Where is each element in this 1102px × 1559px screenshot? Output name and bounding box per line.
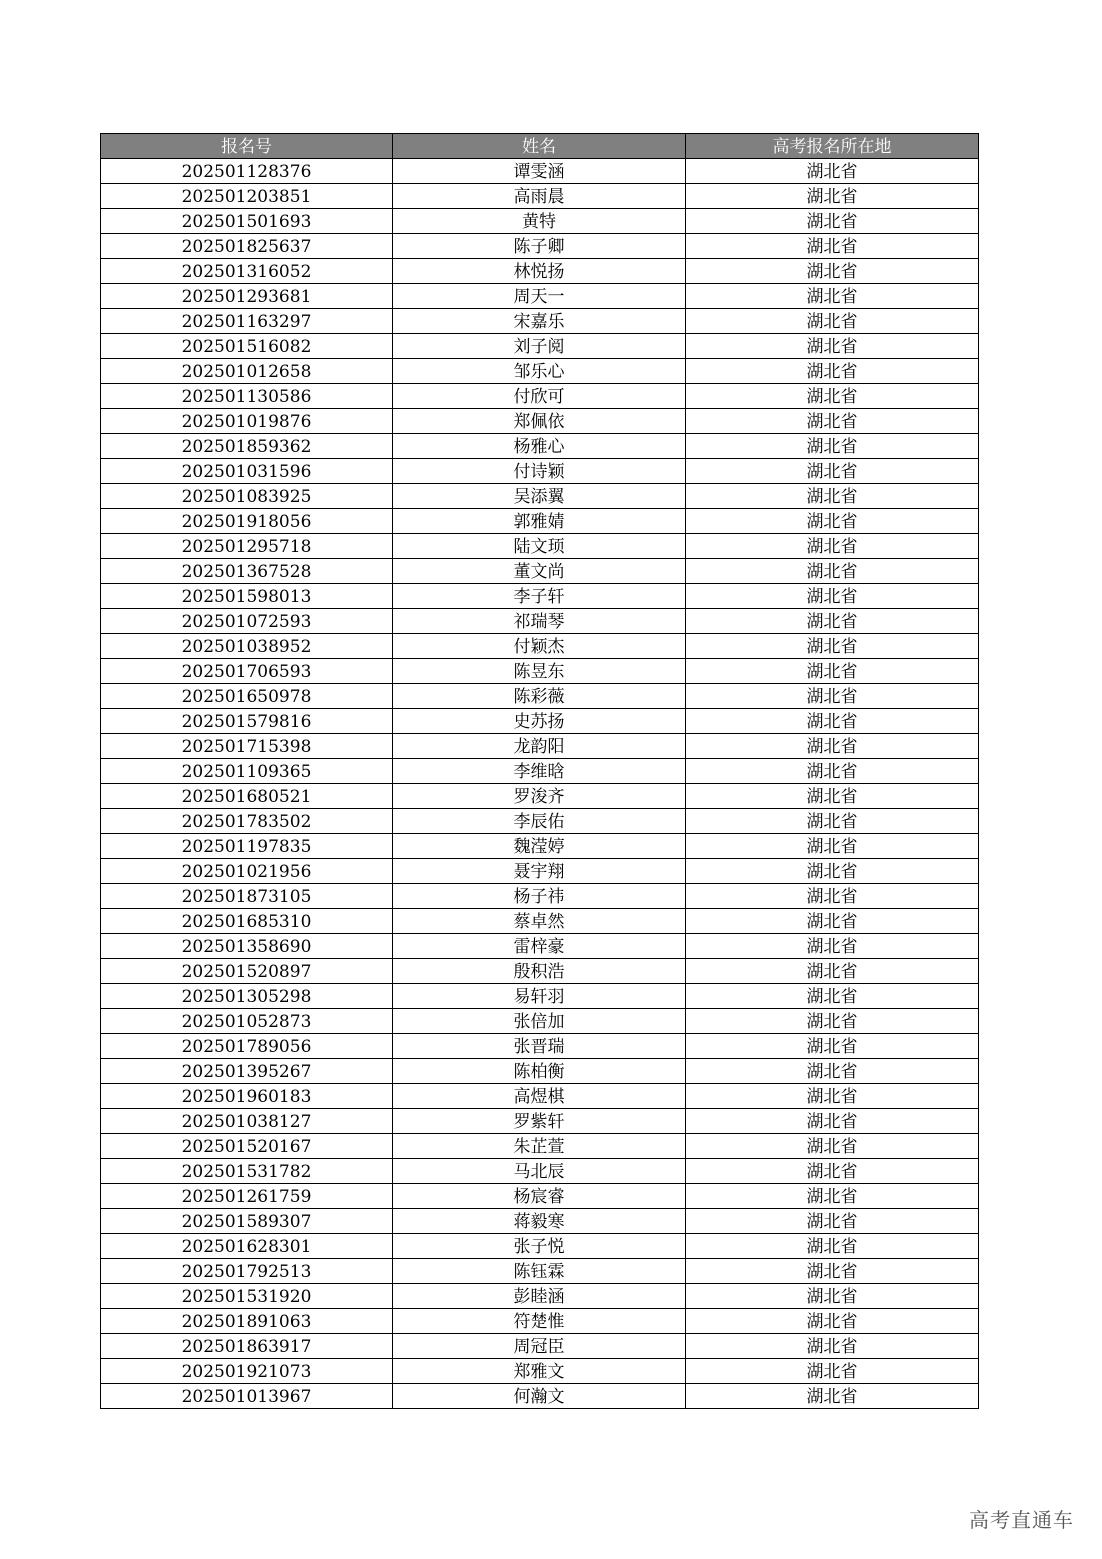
name-cell: 易轩羽 [393, 984, 686, 1009]
table-row [101, 434, 979, 459]
name-cell: 何瀚文 [393, 1384, 686, 1409]
name-cell: 付诗颖 [393, 459, 686, 484]
registration-number-cell: 202501863917 [101, 1334, 393, 1359]
name-cell: 龙韵阳 [393, 734, 686, 759]
name-cell: 陈钰霖 [393, 1259, 686, 1284]
table-row [101, 659, 979, 684]
table-row [101, 859, 979, 884]
province-cell: 湖北省 [686, 1384, 979, 1409]
registration-number-cell: 202501316052 [101, 259, 393, 284]
registration-number-cell: 202501685310 [101, 909, 393, 934]
province-cell: 湖北省 [686, 1184, 979, 1209]
registration-number-cell: 202501921073 [101, 1359, 393, 1384]
province-cell: 湖北省 [686, 384, 979, 409]
province-cell: 湖北省 [686, 809, 979, 834]
registration-number-cell: 202501706593 [101, 659, 393, 684]
name-cell: 付欣可 [393, 384, 686, 409]
registration-number-cell: 202501859362 [101, 434, 393, 459]
name-cell: 朱芷萱 [393, 1134, 686, 1159]
table-row [101, 534, 979, 559]
registration-number-cell: 202501531782 [101, 1159, 393, 1184]
registration-number-cell: 202501520167 [101, 1134, 393, 1159]
province-cell: 湖北省 [686, 259, 979, 284]
table-row [101, 1359, 979, 1384]
province-cell: 湖北省 [686, 309, 979, 334]
name-cell: 吴添翼 [393, 484, 686, 509]
province-cell: 湖北省 [686, 559, 979, 584]
name-cell: 杨子祎 [393, 884, 686, 909]
column-header-registration-number: 报名号 [101, 134, 393, 159]
name-cell: 付颖杰 [393, 634, 686, 659]
table-row [101, 409, 979, 434]
province-cell: 湖北省 [686, 534, 979, 559]
registration-number-cell: 202501715398 [101, 734, 393, 759]
table-row [101, 634, 979, 659]
province-cell: 湖北省 [686, 209, 979, 234]
table-row [101, 209, 979, 234]
table-row [101, 359, 979, 384]
registration-number-cell: 202501261759 [101, 1184, 393, 1209]
province-cell: 湖北省 [686, 159, 979, 184]
name-cell: 雷梓豪 [393, 934, 686, 959]
registration-number-cell: 202501109365 [101, 759, 393, 784]
name-cell: 陈柏衡 [393, 1059, 686, 1084]
name-cell: 杨雅心 [393, 434, 686, 459]
registration-number-cell: 202501038127 [101, 1109, 393, 1134]
registration-number-cell: 202501520897 [101, 959, 393, 984]
name-cell: 罗浚齐 [393, 784, 686, 809]
province-cell: 湖北省 [686, 984, 979, 1009]
name-cell: 李子轩 [393, 584, 686, 609]
registration-number-cell: 202501083925 [101, 484, 393, 509]
table-row [101, 559, 979, 584]
name-cell: 杨宸睿 [393, 1184, 686, 1209]
name-cell: 李维晗 [393, 759, 686, 784]
name-cell: 高雨晨 [393, 184, 686, 209]
table-row [101, 834, 979, 859]
table-row [101, 1059, 979, 1084]
province-cell: 湖北省 [686, 734, 979, 759]
province-cell: 湖北省 [686, 434, 979, 459]
province-cell: 湖北省 [686, 1059, 979, 1084]
name-cell: 陆文顼 [393, 534, 686, 559]
province-cell: 湖北省 [686, 1034, 979, 1059]
table-row [101, 1309, 979, 1334]
province-cell: 湖北省 [686, 709, 979, 734]
registration-number-cell: 202501891063 [101, 1309, 393, 1334]
table-row [101, 1234, 979, 1259]
registration-number-cell: 202501960183 [101, 1084, 393, 1109]
admission-list-table [100, 133, 979, 1409]
registration-number-cell: 202501598013 [101, 584, 393, 609]
name-cell: 罗紫轩 [393, 1109, 686, 1134]
name-cell: 祁瑞琴 [393, 609, 686, 634]
province-cell: 湖北省 [686, 1234, 979, 1259]
province-cell: 湖北省 [686, 509, 979, 534]
registration-number-cell: 202501516082 [101, 334, 393, 359]
name-cell: 林悦扬 [393, 259, 686, 284]
province-cell: 湖北省 [686, 884, 979, 909]
province-cell: 湖北省 [686, 284, 979, 309]
registration-number-cell: 202501531920 [101, 1284, 393, 1309]
name-cell: 周天一 [393, 284, 686, 309]
table-row [101, 509, 979, 534]
table-row [101, 1384, 979, 1409]
name-cell: 谭雯涵 [393, 159, 686, 184]
province-cell: 湖北省 [686, 1084, 979, 1109]
registration-number-cell: 202501579816 [101, 709, 393, 734]
province-cell: 湖北省 [686, 1359, 979, 1384]
name-cell: 马北辰 [393, 1159, 686, 1184]
registration-number-cell: 202501295718 [101, 534, 393, 559]
name-cell: 聂宇翔 [393, 859, 686, 884]
province-cell: 湖北省 [686, 484, 979, 509]
table-row [101, 609, 979, 634]
table-row [101, 384, 979, 409]
registration-number-cell: 202501130586 [101, 384, 393, 409]
table-row [101, 934, 979, 959]
province-cell: 湖北省 [686, 659, 979, 684]
province-cell: 湖北省 [686, 184, 979, 209]
name-cell: 黄特 [393, 209, 686, 234]
table-row [101, 684, 979, 709]
name-cell: 高煜棋 [393, 1084, 686, 1109]
table-row [101, 734, 979, 759]
province-cell: 湖北省 [686, 759, 979, 784]
table-row [101, 959, 979, 984]
province-cell: 湖北省 [686, 609, 979, 634]
province-cell: 湖北省 [686, 1109, 979, 1134]
registration-number-cell: 202501038952 [101, 634, 393, 659]
registration-number-cell: 202501650978 [101, 684, 393, 709]
registration-number-cell: 202501395267 [101, 1059, 393, 1084]
name-cell: 宋嘉乐 [393, 309, 686, 334]
name-cell: 郭雅婧 [393, 509, 686, 534]
registration-number-cell: 202501305298 [101, 984, 393, 1009]
registration-number-cell: 202501918056 [101, 509, 393, 534]
province-cell: 湖北省 [686, 834, 979, 859]
name-cell: 刘子阅 [393, 334, 686, 359]
table-row [101, 909, 979, 934]
province-cell: 湖北省 [686, 784, 979, 809]
province-cell: 湖北省 [686, 1334, 979, 1359]
registration-number-cell: 202501789056 [101, 1034, 393, 1059]
province-cell: 湖北省 [686, 634, 979, 659]
registration-number-cell: 202501072593 [101, 609, 393, 634]
province-cell: 湖北省 [686, 1284, 979, 1309]
name-cell: 张晋瑞 [393, 1034, 686, 1059]
registration-number-cell: 202501358690 [101, 934, 393, 959]
table-row [101, 1109, 979, 1134]
registration-number-cell: 202501019876 [101, 409, 393, 434]
name-cell: 郑雅文 [393, 1359, 686, 1384]
table-row [101, 884, 979, 909]
name-cell: 陈彩薇 [393, 684, 686, 709]
registration-number-cell: 202501012658 [101, 359, 393, 384]
table-row [101, 1134, 979, 1159]
registration-number-cell: 202501680521 [101, 784, 393, 809]
table-row [101, 1184, 979, 1209]
name-cell: 周冠臣 [393, 1334, 686, 1359]
registration-number-cell: 202501293681 [101, 284, 393, 309]
name-cell: 张倍加 [393, 1009, 686, 1034]
table-row [101, 184, 979, 209]
registration-number-cell: 202501031596 [101, 459, 393, 484]
province-cell: 湖北省 [686, 1209, 979, 1234]
province-cell: 湖北省 [686, 909, 979, 934]
name-cell: 殷积浩 [393, 959, 686, 984]
province-cell: 湖北省 [686, 684, 979, 709]
registration-number-cell: 202501367528 [101, 559, 393, 584]
table-row [101, 1159, 979, 1184]
table-row [101, 1034, 979, 1059]
table-row [101, 309, 979, 334]
name-cell: 蔡卓然 [393, 909, 686, 934]
registration-number-cell: 202501021956 [101, 859, 393, 884]
column-header-name: 姓名 [393, 134, 686, 159]
name-cell: 张子悦 [393, 1234, 686, 1259]
registration-number-cell: 202501825637 [101, 234, 393, 259]
province-cell: 湖北省 [686, 234, 979, 259]
registration-number-cell: 202501873105 [101, 884, 393, 909]
province-cell: 湖北省 [686, 859, 979, 884]
registration-number-cell: 202501501693 [101, 209, 393, 234]
name-cell: 符楚惟 [393, 1309, 686, 1334]
registration-number-cell: 202501013967 [101, 1384, 393, 1409]
watermark: 高考直通车 [969, 1508, 1074, 1532]
name-cell: 彭睦涵 [393, 1284, 686, 1309]
table-row [101, 484, 979, 509]
province-cell: 湖北省 [686, 1309, 979, 1334]
name-cell: 蒋毅寒 [393, 1209, 686, 1234]
registration-number-cell: 202501628301 [101, 1234, 393, 1259]
province-cell: 湖北省 [686, 1159, 979, 1184]
table-row [101, 709, 979, 734]
table-row [101, 1209, 979, 1234]
province-cell: 湖北省 [686, 584, 979, 609]
name-cell: 李辰佑 [393, 809, 686, 834]
name-cell: 陈子卿 [393, 234, 686, 259]
name-cell: 邹乐心 [393, 359, 686, 384]
table-row [101, 984, 979, 1009]
province-cell: 湖北省 [686, 1134, 979, 1159]
table-row [101, 259, 979, 284]
registration-number-cell: 202501052873 [101, 1009, 393, 1034]
registration-number-cell: 202501783502 [101, 809, 393, 834]
table-row [101, 459, 979, 484]
column-header-registration-province: 高考报名所在地 [686, 134, 979, 159]
registration-number-cell: 202501792513 [101, 1259, 393, 1284]
table-row [101, 1259, 979, 1284]
table-header-row [101, 134, 979, 159]
name-cell: 陈昱东 [393, 659, 686, 684]
table-row [101, 759, 979, 784]
province-cell: 湖北省 [686, 359, 979, 384]
province-cell: 湖北省 [686, 1259, 979, 1284]
table-row [101, 1334, 979, 1359]
table-row [101, 1084, 979, 1109]
registration-number-cell: 202501203851 [101, 184, 393, 209]
table-row [101, 1284, 979, 1309]
name-cell: 董文尚 [393, 559, 686, 584]
table-row [101, 234, 979, 259]
table-row [101, 809, 979, 834]
registration-number-cell: 202501128376 [101, 159, 393, 184]
table-row [101, 584, 979, 609]
table-row [101, 784, 979, 809]
province-cell: 湖北省 [686, 934, 979, 959]
registration-number-cell: 202501197835 [101, 834, 393, 859]
registration-number-cell: 202501589307 [101, 1209, 393, 1234]
province-cell: 湖北省 [686, 334, 979, 359]
name-cell: 史苏扬 [393, 709, 686, 734]
name-cell: 郑佩依 [393, 409, 686, 434]
name-cell: 魏滢婷 [393, 834, 686, 859]
province-cell: 湖北省 [686, 459, 979, 484]
table-row [101, 1009, 979, 1034]
registration-number-cell: 202501163297 [101, 309, 393, 334]
province-cell: 湖北省 [686, 1009, 979, 1034]
province-cell: 湖北省 [686, 409, 979, 434]
table-row [101, 159, 979, 184]
province-cell: 湖北省 [686, 959, 979, 984]
table-row [101, 334, 979, 359]
table-body [101, 159, 979, 1409]
table-row [101, 284, 979, 309]
